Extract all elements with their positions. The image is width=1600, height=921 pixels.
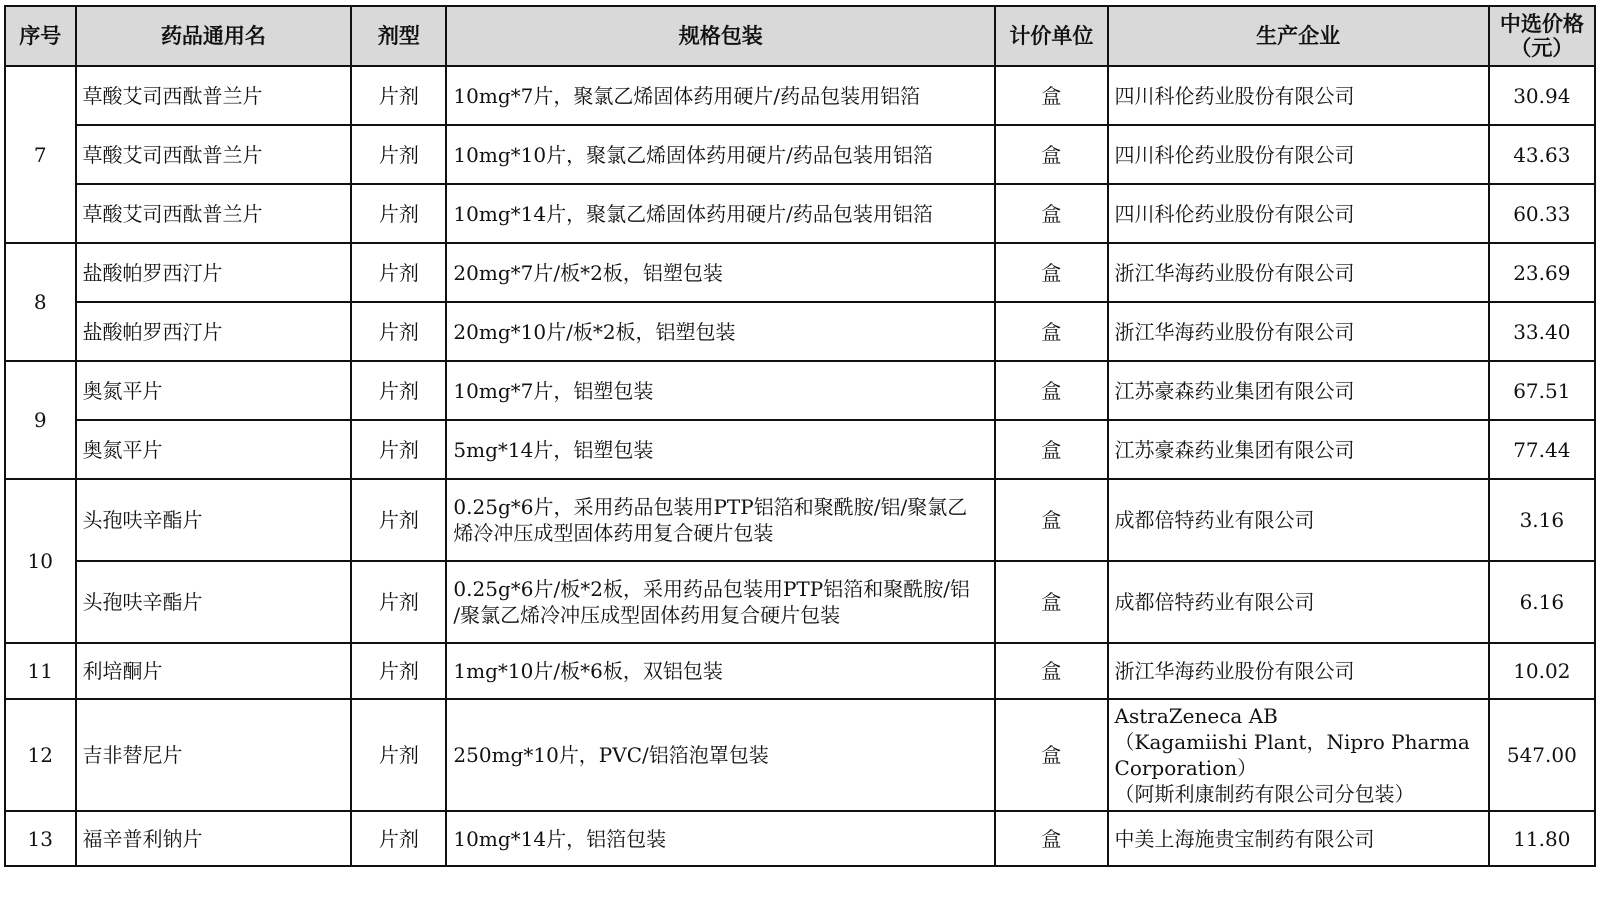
price-cell: 33.40	[1489, 302, 1595, 361]
form-cell: 片剂	[351, 420, 446, 479]
spec-cell: 10mg*14片，铝箔包装	[446, 811, 995, 866]
spec-cell	[446, 479, 995, 561]
header-seq: 序号	[5, 6, 76, 66]
table-row	[5, 643, 1595, 699]
mfr-cell: 四川科伦药业股份有限公司	[1108, 125, 1489, 184]
unit-cell: 盒	[995, 561, 1107, 643]
spec-cell: 10mg*10片，聚氯乙烯固体药用硬片/药品包装用铝箔	[446, 125, 995, 184]
unit-cell: 盒	[995, 643, 1107, 699]
mfr-cell: 江苏豪森药业集团有限公司	[1108, 420, 1489, 479]
table-row	[5, 302, 1595, 361]
table-row	[5, 420, 1595, 479]
mfr-line: （Kagamiishi Plant，Nipro Pharma	[1114, 730, 1470, 754]
form-cell: 片剂	[351, 479, 446, 561]
name-cell: 福辛普利钠片	[76, 811, 352, 866]
header-form: 剂型	[351, 6, 446, 66]
name-cell: 头孢呋辛酯片	[76, 479, 352, 561]
form-cell: 片剂	[351, 125, 446, 184]
seq-cell: 10	[5, 479, 76, 643]
form-cell: 片剂	[351, 561, 446, 643]
name-cell: 盐酸帕罗西汀片	[76, 302, 352, 361]
table-row	[5, 243, 1595, 302]
form-cell: 片剂	[351, 66, 446, 125]
spec-cell: 1mg*10片/板*6板，双铝包装	[446, 643, 995, 699]
name-cell: 吉非替尼片	[76, 699, 352, 811]
price-cell: 67.51	[1489, 361, 1595, 420]
form-cell: 片剂	[351, 243, 446, 302]
spec-cell: 10mg*7片，铝塑包装	[446, 361, 995, 420]
price-cell: 11.80	[1489, 811, 1595, 866]
mfr-cell: 成都倍特药业有限公司	[1108, 561, 1489, 643]
price-cell: 43.63	[1489, 125, 1595, 184]
mfr-cell: 四川科伦药业股份有限公司	[1108, 66, 1489, 125]
unit-cell: 盒	[995, 66, 1107, 125]
mfr-line: AstraZeneca AB	[1114, 704, 1278, 728]
header-unit: 计价单位	[995, 6, 1107, 66]
price-cell: 23.69	[1489, 243, 1595, 302]
spec-cell: 250mg*10片，PVC/铝箔泡罩包装	[446, 699, 995, 811]
drug-price-table	[4, 5, 1596, 867]
table-row	[5, 479, 1595, 561]
name-cell: 草酸艾司西酞普兰片	[76, 66, 352, 125]
mfr-line: （阿斯利康制药有限公司分包装）	[1114, 782, 1415, 806]
header-price	[1489, 6, 1595, 66]
spec-cell: 10mg*7片，聚氯乙烯固体药用硬片/药品包装用铝箔	[446, 66, 995, 125]
form-cell: 片剂	[351, 699, 446, 811]
seq-cell: 7	[5, 66, 76, 243]
mfr-cell: 浙江华海药业股份有限公司	[1108, 643, 1489, 699]
unit-cell: 盒	[995, 699, 1107, 811]
mfr-cell: 江苏豪森药业集团有限公司	[1108, 361, 1489, 420]
price-cell: 547.00	[1489, 699, 1595, 811]
table-row	[5, 699, 1595, 811]
table-row	[5, 811, 1595, 866]
spec-cell: 20mg*10片/板*2板，铝塑包装	[446, 302, 995, 361]
mfr-cell: 浙江华海药业股份有限公司	[1108, 302, 1489, 361]
unit-cell: 盒	[995, 361, 1107, 420]
spec-line: 0.25g*6片，采用药品包装用PTP铝箔和聚酰胺/铝/聚氯乙	[453, 495, 968, 519]
name-cell: 奥氮平片	[76, 420, 352, 479]
form-cell: 片剂	[351, 302, 446, 361]
seq-cell: 13	[5, 811, 76, 866]
spec-line: 烯冷冲压成型固体药用复合硬片包装	[453, 521, 774, 545]
unit-cell: 盒	[995, 184, 1107, 243]
mfr-cell	[1108, 699, 1489, 811]
mfr-cell: 浙江华海药业股份有限公司	[1108, 243, 1489, 302]
name-cell: 草酸艾司西酞普兰片	[76, 184, 352, 243]
table-header-row	[5, 6, 1595, 66]
name-cell: 奥氮平片	[76, 361, 352, 420]
price-cell: 6.16	[1489, 561, 1595, 643]
price-cell: 30.94	[1489, 66, 1595, 125]
price-cell: 3.16	[1489, 479, 1595, 561]
header-mfr: 生产企业	[1108, 6, 1489, 66]
unit-cell: 盒	[995, 420, 1107, 479]
form-cell: 片剂	[351, 184, 446, 243]
unit-cell: 盒	[995, 811, 1107, 866]
price-cell: 60.33	[1489, 184, 1595, 243]
table-row	[5, 561, 1595, 643]
unit-cell: 盒	[995, 302, 1107, 361]
header-price-line2: （元）	[1510, 36, 1574, 60]
unit-cell: 盒	[995, 243, 1107, 302]
unit-cell: 盒	[995, 479, 1107, 561]
name-cell: 利培酮片	[76, 643, 352, 699]
table-row	[5, 184, 1595, 243]
name-cell: 草酸艾司西酞普兰片	[76, 125, 352, 184]
price-cell: 10.02	[1489, 643, 1595, 699]
price-cell: 77.44	[1489, 420, 1595, 479]
mfr-cell: 四川科伦药业股份有限公司	[1108, 184, 1489, 243]
spec-line: /聚氯乙烯冷冲压成型固体药用复合硬片包装	[453, 603, 841, 627]
header-price-line1: 中选价格	[1499, 12, 1584, 36]
form-cell: 片剂	[351, 643, 446, 699]
mfr-cell: 中美上海施贵宝制药有限公司	[1108, 811, 1489, 866]
header-spec: 规格包装	[446, 6, 995, 66]
table-row	[5, 66, 1595, 125]
name-cell: 头孢呋辛酯片	[76, 561, 352, 643]
seq-cell: 9	[5, 361, 76, 479]
spec-cell: 10mg*14片，聚氯乙烯固体药用硬片/药品包装用铝箔	[446, 184, 995, 243]
form-cell: 片剂	[351, 811, 446, 866]
spec-cell: 20mg*7片/板*2板，铝塑包装	[446, 243, 995, 302]
table-row	[5, 125, 1595, 184]
form-cell: 片剂	[351, 361, 446, 420]
seq-cell: 12	[5, 699, 76, 811]
mfr-cell: 成都倍特药业有限公司	[1108, 479, 1489, 561]
name-cell: 盐酸帕罗西汀片	[76, 243, 352, 302]
mfr-line: Corporation）	[1114, 756, 1258, 780]
header-name: 药品通用名	[76, 6, 352, 66]
unit-cell: 盒	[995, 125, 1107, 184]
spec-cell	[446, 561, 995, 643]
spec-line: 0.25g*6片/板*2板，采用药品包装用PTP铝箔和聚酰胺/铝	[453, 577, 970, 601]
seq-cell: 8	[5, 243, 76, 361]
spec-cell: 5mg*14片，铝塑包装	[446, 420, 995, 479]
seq-cell: 11	[5, 643, 76, 699]
table-row	[5, 361, 1595, 420]
